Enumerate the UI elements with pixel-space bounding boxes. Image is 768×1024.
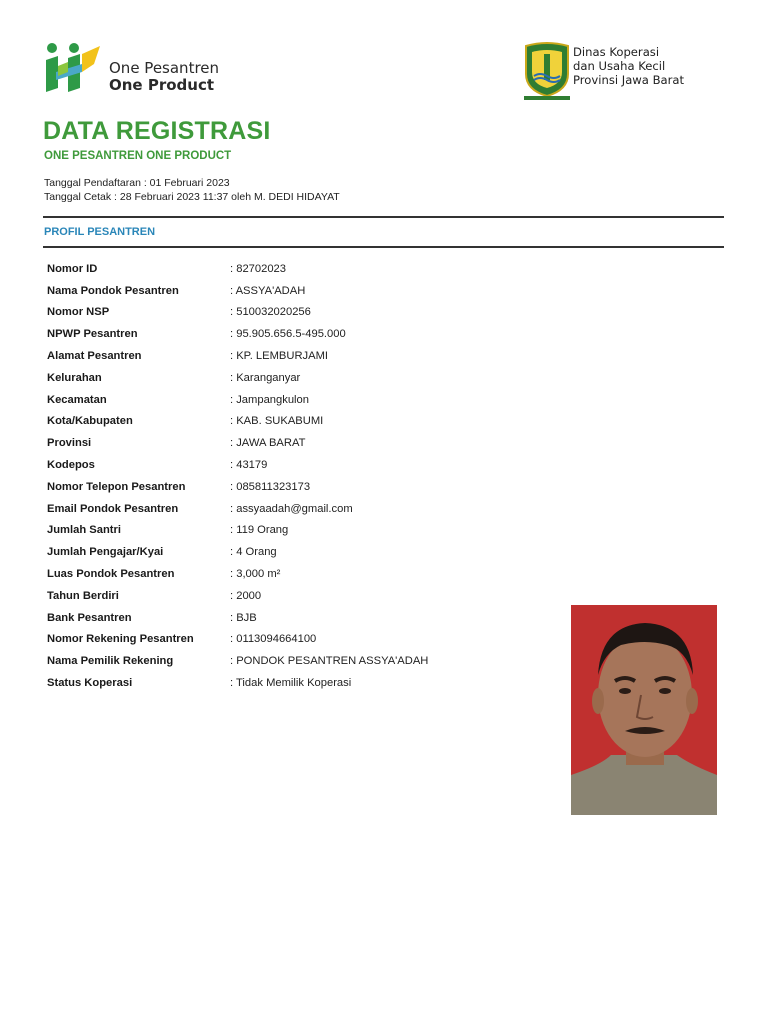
field-value: : BJB <box>230 611 257 624</box>
field-label: Nomor NSP <box>47 306 110 319</box>
field-row <box>47 345 547 367</box>
field-label: Provinsi <box>47 437 92 450</box>
field-value: : assyaadah@gmail.com <box>230 502 353 515</box>
field-row <box>47 563 547 585</box>
field-row <box>47 629 547 651</box>
divider-bottom <box>43 246 724 248</box>
document-title: DATA REGISTRASI <box>43 117 271 145</box>
field-label: Bank Pesantren <box>47 611 132 624</box>
field-value: : PONDOK PESANTREN ASSYA'ADAH <box>230 655 429 668</box>
field-row <box>47 389 547 411</box>
field-label: Luas Pondok Pesantren <box>47 568 175 581</box>
field-row <box>47 258 547 280</box>
field-value: : 82702023 <box>230 262 286 275</box>
field-label: Nama Pemilik Rekening <box>47 655 174 668</box>
field-value: : ASSYA'ADAH <box>230 284 306 297</box>
field-row <box>47 498 547 520</box>
field-label: Nama Pondok Pesantren <box>47 284 179 297</box>
field-label: Jumlah Pengajar/Kyai <box>47 546 164 559</box>
brand-line-1: One Pesantren <box>109 59 220 77</box>
profile-fields <box>47 258 547 694</box>
field-value: : 2000 <box>230 589 262 602</box>
field-label: NPWP Pesantren <box>47 328 138 341</box>
one-pesantren-logo <box>44 42 244 94</box>
field-row <box>47 280 547 302</box>
registration-date: Tanggal Pendaftaran : 01 Februari 2023 <box>44 177 230 189</box>
field-row <box>47 607 547 629</box>
field-label: Nomor Rekening Pesantren <box>47 633 194 646</box>
field-value: : Karanganyar <box>230 371 301 384</box>
field-row <box>47 476 547 498</box>
field-value: : JAWA BARAT <box>230 437 306 450</box>
field-row <box>47 302 547 324</box>
field-label: Status Koperasi <box>47 677 133 690</box>
field-label: Nomor ID <box>47 262 98 275</box>
agency-line-2: dan Usaha Kecil <box>573 59 666 73</box>
document-meta <box>44 176 340 204</box>
field-row <box>47 672 547 694</box>
agency-line-1: Dinas Koperasi <box>573 45 660 59</box>
field-row <box>47 541 547 563</box>
agency-logo <box>520 40 720 102</box>
field-value: : KP. LEMBURJAMI <box>230 350 329 363</box>
field-label: Kota/Kabupaten <box>47 415 133 428</box>
document-subtitle: ONE PESANTREN ONE PRODUCT <box>44 150 232 162</box>
field-row <box>47 432 547 454</box>
field-row <box>47 650 547 672</box>
field-label: Alamat Pesantren <box>47 350 142 363</box>
field-label: Email Pondok Pesantren <box>47 502 179 515</box>
field-row <box>47 411 547 433</box>
field-label: Kodepos <box>47 459 95 472</box>
field-label: Kecamatan <box>47 393 107 406</box>
brand-line-2: One Product <box>109 76 214 94</box>
agency-line-3: Provinsi Jawa Barat <box>573 73 685 87</box>
field-value: : 3,000 m² <box>230 568 281 581</box>
field-label: Jumlah Santri <box>47 524 121 537</box>
west-java-seal-icon <box>520 40 574 102</box>
agency-name <box>573 45 684 87</box>
section-title: PROFIL PESANTREN <box>44 226 156 238</box>
field-value: : 510032020256 <box>230 306 311 319</box>
one-pesantren-mark-icon <box>44 42 102 94</box>
field-value: : 95.905.656.5-495.000 <box>230 328 346 341</box>
divider-top <box>43 216 724 218</box>
field-value: : 085811323173 <box>230 480 311 493</box>
field-value: : 119 Orang <box>230 524 289 537</box>
field-value: : Jampangkulon <box>230 393 309 406</box>
field-row <box>47 367 547 389</box>
field-label: Nomor Telepon Pesantren <box>47 480 186 493</box>
field-row <box>47 585 547 607</box>
owner-photo <box>571 605 717 815</box>
field-label: Kelurahan <box>47 371 102 384</box>
field-row <box>47 323 547 345</box>
print-info: Tanggal Cetak : 28 Februari 2023 11:37 oleh M. DEDI HIDAYAT <box>44 191 340 203</box>
field-value: : Tidak Memilik Koperasi <box>230 677 352 690</box>
field-row <box>47 454 547 476</box>
field-value: : KAB. SUKABUMI <box>230 415 324 428</box>
field-label: Tahun Berdiri <box>47 589 119 602</box>
field-value: : 0113094664100 <box>230 633 317 646</box>
field-value: : 4 Orang <box>230 546 277 559</box>
field-row <box>47 520 547 542</box>
field-value: : 43179 <box>230 459 268 472</box>
